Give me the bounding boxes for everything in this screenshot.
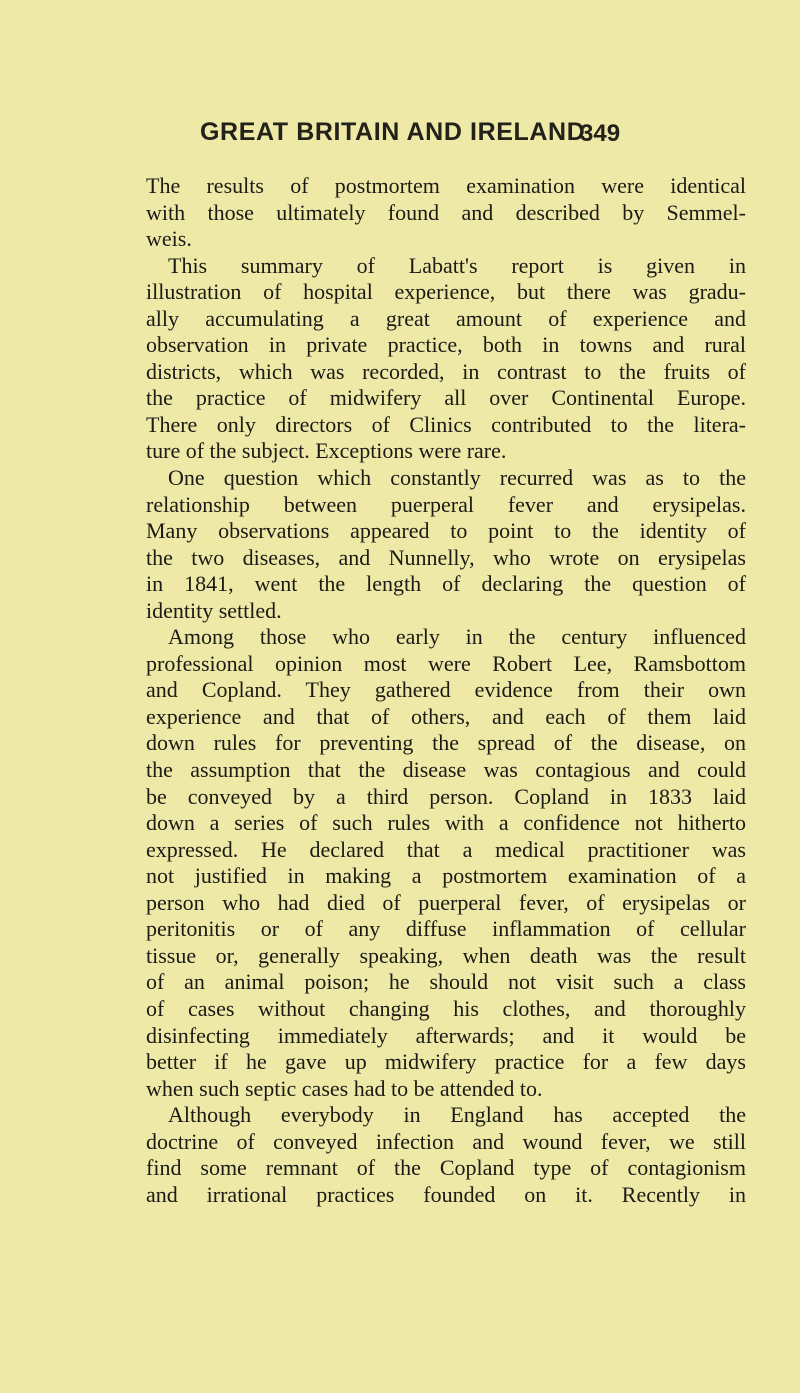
text-line: when such septic cases had to be attended to. <box>146 1075 543 1101</box>
text-line: be conveyed by a third person. Copland in 1833 laid <box>146 783 746 809</box>
text-line: identity settled. <box>146 597 282 623</box>
paragraph <box>146 624 746 1102</box>
text-line: ture of the subject. Exceptions were rare. <box>146 438 507 464</box>
text-line: down rules for preventing the spread of the disease, on <box>146 730 746 756</box>
text-line: down a series of such rules with a confidence not hitherto <box>146 810 746 836</box>
running-title: GREAT BRITAIN AND IRELAND <box>200 118 586 146</box>
text-line: and irrational practices founded on it. Recently in <box>146 1181 746 1207</box>
text-line: the two diseases, and Nunnelly, who wrote on erysipelas <box>146 544 746 570</box>
text-line: and Copland. They gathered evidence from their own <box>146 677 746 703</box>
text-line: better if he gave up midwifery practice for a few days <box>146 1049 746 1075</box>
text-line: One question which constantly recurred was as to the <box>168 465 746 491</box>
text-line: districts, which was recorded, in contrast to the fruits of <box>146 358 746 384</box>
text-line: with those ultimately found and described by Semmel- <box>146 199 746 225</box>
paragraph <box>146 1102 746 1208</box>
text-line: ally accumulating a great amount of experience and <box>146 305 746 331</box>
text-line: Although everybody in England has accepted the <box>168 1102 746 1128</box>
paragraph <box>146 253 746 465</box>
text-line: person who had died of puerperal fever, of erysipelas or <box>146 889 746 915</box>
text-line: disinfecting immediately afterwards; and it would be <box>146 1022 746 1048</box>
text-line: experience and that of others, and each of them laid <box>146 703 746 729</box>
text-line: This summary of Labatt's report is given in <box>168 252 746 278</box>
text-line: There only directors of Clinics contributed to the litera- <box>146 411 746 437</box>
text-line: of an animal poison; he should not visit such a class <box>146 969 746 995</box>
text-line: the practice of midwifery all over Continental Europe. <box>146 385 746 411</box>
paragraph <box>146 173 746 253</box>
text-line: expressed. He declared that a medical practitioner was <box>146 836 746 862</box>
text-line: professional opinion most were Robert Lee, Ramsbottom <box>146 650 746 676</box>
text-line: the assumption that the disease was contagious and could <box>146 757 746 783</box>
page-number: 349 <box>580 120 621 147</box>
text-line: not justified in making a postmortem examination of a <box>146 863 746 889</box>
text-line: relationship between puerperal fever and erysipelas. <box>146 491 746 517</box>
text-line: observation in private practice, both in towns and rural <box>146 332 746 358</box>
text-line: illustration of hospital experience, but there was gradu- <box>146 279 746 305</box>
text-line: The results of postmortem examination were identical <box>146 173 746 198</box>
text-line: weis. <box>146 226 192 252</box>
body-text <box>146 173 746 1208</box>
text-line: doctrine of conveyed infection and wound fever, we still <box>146 1128 746 1154</box>
text-line: in 1841, went the length of declaring the question of <box>146 571 746 597</box>
running-head <box>200 118 621 158</box>
text-line: tissue or, generally speaking, when death was the result <box>146 942 746 968</box>
text-line: find some remnant of the Copland type of contagionism <box>146 1155 746 1181</box>
text-line: of cases without changing his clothes, and thoroughly <box>146 995 746 1021</box>
paragraph <box>146 465 746 624</box>
text-line: peritonitis or of any diffuse inflammation of cellular <box>146 916 746 942</box>
text-line: Many observations appeared to point to the identity of <box>146 518 746 544</box>
text-line: Among those who early in the century influenced <box>168 624 746 650</box>
